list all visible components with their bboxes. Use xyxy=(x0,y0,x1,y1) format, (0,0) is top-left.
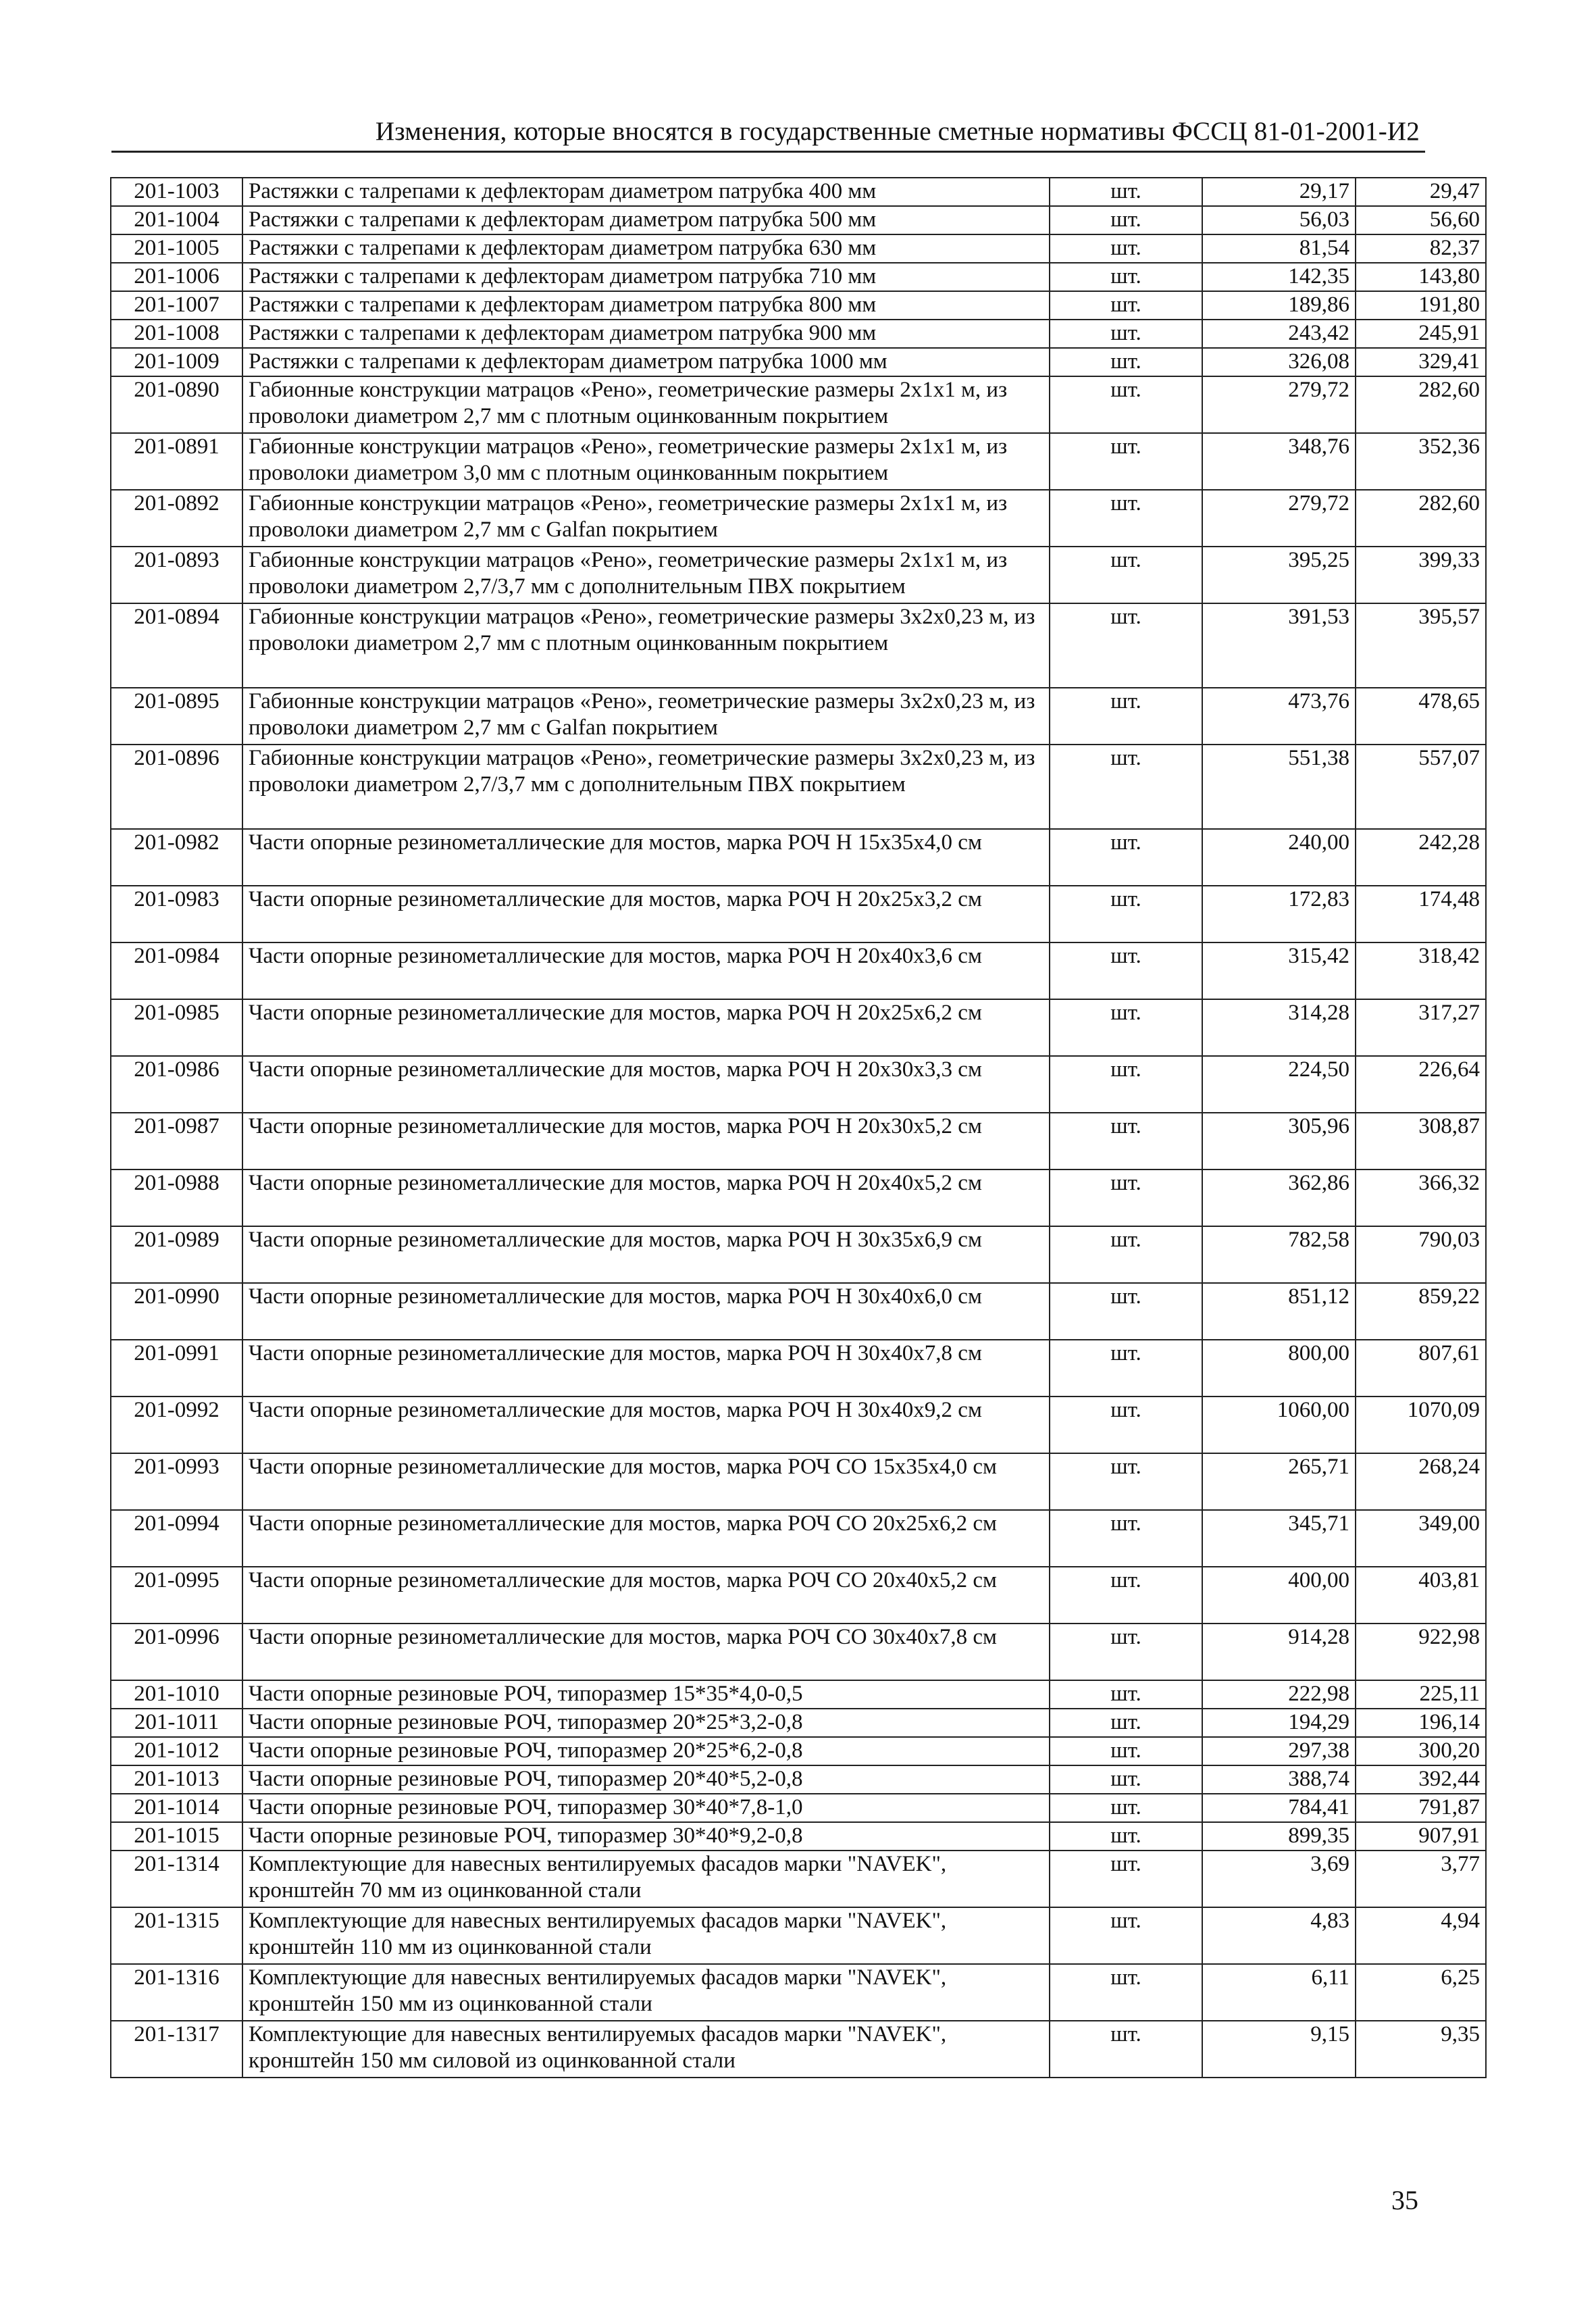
row-price-new: 6,25 xyxy=(1356,1964,1486,2021)
table-row xyxy=(111,2021,1486,2078)
row-unit: шт. xyxy=(1050,1340,1202,1397)
row-unit: шт. xyxy=(1050,999,1202,1056)
row-code: 201-0982 xyxy=(111,829,242,886)
row-price-new: 245,91 xyxy=(1356,320,1486,348)
row-code: 201-0896 xyxy=(111,745,242,829)
row-price-old: 1060,00 xyxy=(1202,1397,1356,1453)
row-name: Растяжки с талрепами к дефлекторам диаметром патрубка 710 мм xyxy=(242,263,1050,291)
row-code: 201-1004 xyxy=(111,206,242,234)
row-code: 201-1005 xyxy=(111,234,242,263)
row-code: 201-1315 xyxy=(111,1907,242,1964)
row-price-new: 922,98 xyxy=(1356,1624,1486,1680)
row-code: 201-0894 xyxy=(111,603,242,688)
row-price-new: 1070,09 xyxy=(1356,1397,1486,1453)
row-code: 201-0892 xyxy=(111,490,242,547)
row-unit: шт. xyxy=(1050,1510,1202,1567)
row-name: Части опорные резиновые РОЧ, типоразмер 30*40*9,2-0,8 xyxy=(242,1822,1050,1851)
table-row xyxy=(111,1680,1486,1709)
row-code: 201-1011 xyxy=(111,1709,242,1737)
table-row xyxy=(111,433,1486,490)
row-price-new: 557,07 xyxy=(1356,745,1486,829)
row-price-new: 196,14 xyxy=(1356,1709,1486,1737)
row-price-old: 240,00 xyxy=(1202,829,1356,886)
row-unit: шт. xyxy=(1050,2021,1202,2078)
row-price-new: 317,27 xyxy=(1356,999,1486,1056)
table-row xyxy=(111,1822,1486,1851)
table-row xyxy=(111,206,1486,234)
row-unit: шт. xyxy=(1050,1794,1202,1822)
row-price-old: 189,86 xyxy=(1202,291,1356,320)
row-unit: шт. xyxy=(1050,1113,1202,1169)
row-price-old: 305,96 xyxy=(1202,1113,1356,1169)
row-price-new: 478,65 xyxy=(1356,688,1486,745)
row-name: Габионные конструкции матрацов «Рено», геометрические размеры 2х1х1 м, из проволоки диаметром 3,0 мм с плотным оцинкованным покрытием xyxy=(242,433,1050,490)
row-price-new: 790,03 xyxy=(1356,1226,1486,1283)
row-name: Габионные конструкции матрацов «Рено», геометрические размеры 3х2х0,23 м, из проволоки диаметром 2,7 мм с плотным оцинкованным покрытием xyxy=(242,603,1050,688)
row-price-old: 851,12 xyxy=(1202,1283,1356,1340)
row-price-new: 392,44 xyxy=(1356,1765,1486,1794)
row-unit: шт. xyxy=(1050,942,1202,999)
row-code: 201-1008 xyxy=(111,320,242,348)
row-code: 201-0994 xyxy=(111,1510,242,1567)
row-name: Части опорные резинометаллические для мостов, марка РОЧ СО 15х35х4,0 см xyxy=(242,1453,1050,1510)
table-row xyxy=(111,1765,1486,1794)
row-price-new: 242,28 xyxy=(1356,829,1486,886)
row-name: Части опорные резинометаллические для мостов, марка РОЧ СО 30х40х7,8 см xyxy=(242,1624,1050,1680)
row-price-old: 362,86 xyxy=(1202,1169,1356,1226)
row-price-old: 784,41 xyxy=(1202,1794,1356,1822)
row-unit: шт. xyxy=(1050,1283,1202,1340)
row-price-new: 82,37 xyxy=(1356,234,1486,263)
row-code: 201-1314 xyxy=(111,1851,242,1907)
row-code: 201-1014 xyxy=(111,1794,242,1822)
row-price-new: 399,33 xyxy=(1356,547,1486,603)
row-name: Части опорные резинометаллические для мостов, марка РОЧ Н 30х40х7,8 см xyxy=(242,1340,1050,1397)
row-unit: шт. xyxy=(1050,1709,1202,1737)
table-row xyxy=(111,1113,1486,1169)
row-price-old: 395,25 xyxy=(1202,547,1356,603)
row-unit: шт. xyxy=(1050,1851,1202,1907)
row-code: 201-0988 xyxy=(111,1169,242,1226)
row-name: Комплектующие для навесных вентилируемых фасадов марки "NAVEK", кронштейн 70 мм из оцинкованной стали xyxy=(242,1851,1050,1907)
row-price-new: 282,60 xyxy=(1356,376,1486,433)
row-code: 201-0983 xyxy=(111,886,242,942)
row-code: 201-1006 xyxy=(111,263,242,291)
row-price-old: 345,71 xyxy=(1202,1510,1356,1567)
row-price-old: 172,83 xyxy=(1202,886,1356,942)
row-code: 201-1012 xyxy=(111,1737,242,1765)
row-code: 201-1009 xyxy=(111,348,242,376)
row-price-old: 314,28 xyxy=(1202,999,1356,1056)
row-name: Части опорные резиновые РОЧ, типоразмер 20*25*3,2-0,8 xyxy=(242,1709,1050,1737)
row-name: Комплектующие для навесных вентилируемых фасадов марки "NAVEK", кронштейн 150 мм силовой из оцинкованной стали xyxy=(242,2021,1050,2078)
table-row xyxy=(111,886,1486,942)
row-price-new: 225,11 xyxy=(1356,1680,1486,1709)
row-name: Части опорные резиновые РОЧ, типоразмер 20*25*6,2-0,8 xyxy=(242,1737,1050,1765)
row-price-new: 308,87 xyxy=(1356,1113,1486,1169)
row-price-old: 4,83 xyxy=(1202,1907,1356,1964)
row-unit: шт. xyxy=(1050,320,1202,348)
row-price-old: 400,00 xyxy=(1202,1567,1356,1624)
table-row xyxy=(111,1056,1486,1113)
row-unit: шт. xyxy=(1050,1056,1202,1113)
table-row xyxy=(111,1340,1486,1397)
row-code: 201-0995 xyxy=(111,1567,242,1624)
row-unit: шт. xyxy=(1050,348,1202,376)
row-name: Растяжки с талрепами к дефлекторам диаметром патрубка 400 мм xyxy=(242,178,1050,206)
row-name: Части опорные резиновые РОЧ, типоразмер 30*40*7,8-1,0 xyxy=(242,1794,1050,1822)
row-price-new: 403,81 xyxy=(1356,1567,1486,1624)
row-price-old: 81,54 xyxy=(1202,234,1356,263)
row-price-old: 279,72 xyxy=(1202,490,1356,547)
row-price-new: 907,91 xyxy=(1356,1822,1486,1851)
row-name: Растяжки с талрепами к дефлекторам диаметром патрубка 900 мм xyxy=(242,320,1050,348)
row-name: Растяжки с талрепами к дефлекторам диаметром патрубка 800 мм xyxy=(242,291,1050,320)
table-row xyxy=(111,1283,1486,1340)
row-price-old: 473,76 xyxy=(1202,688,1356,745)
row-price-new: 395,57 xyxy=(1356,603,1486,688)
table-row xyxy=(111,291,1486,320)
row-price-old: 391,53 xyxy=(1202,603,1356,688)
table-row xyxy=(111,1453,1486,1510)
row-name: Части опорные резинометаллические для мостов, марка РОЧ Н 20х30х5,2 см xyxy=(242,1113,1050,1169)
row-price-old: 315,42 xyxy=(1202,942,1356,999)
row-code: 201-0985 xyxy=(111,999,242,1056)
row-unit: шт. xyxy=(1050,1964,1202,2021)
row-name: Части опорные резинометаллические для мостов, марка РОЧ Н 20х25х6,2 см xyxy=(242,999,1050,1056)
row-unit: шт. xyxy=(1050,1907,1202,1964)
page-number: 35 xyxy=(1391,2185,1418,2215)
row-unit: шт. xyxy=(1050,1453,1202,1510)
row-price-old: 243,42 xyxy=(1202,320,1356,348)
row-unit: шт. xyxy=(1050,178,1202,206)
row-price-new: 191,80 xyxy=(1356,291,1486,320)
row-price-new: 366,32 xyxy=(1356,1169,1486,1226)
row-price-new: 56,60 xyxy=(1356,206,1486,234)
table-row xyxy=(111,1851,1486,1907)
table-row xyxy=(111,829,1486,886)
row-price-old: 3,69 xyxy=(1202,1851,1356,1907)
row-price-new: 859,22 xyxy=(1356,1283,1486,1340)
row-name: Части опорные резинометаллические для мостов, марка РОЧ Н 30х40х6,0 см xyxy=(242,1283,1050,1340)
row-price-old: 194,29 xyxy=(1202,1709,1356,1737)
row-unit: шт. xyxy=(1050,603,1202,688)
row-code: 201-0986 xyxy=(111,1056,242,1113)
row-code: 201-0996 xyxy=(111,1624,242,1680)
row-name: Части опорные резиновые РОЧ, типоразмер 20*40*5,2-0,8 xyxy=(242,1765,1050,1794)
row-code: 201-0891 xyxy=(111,433,242,490)
table-row xyxy=(111,1624,1486,1680)
row-name: Части опорные резинометаллические для мостов, марка РОЧ СО 20х25х6,2 см xyxy=(242,1510,1050,1567)
row-name: Габионные конструкции матрацов «Рено», геометрические размеры 2х1х1 м, из проволоки диаметром 2,7 мм с плотным оцинкованным покрытием xyxy=(242,376,1050,433)
row-price-new: 226,64 xyxy=(1356,1056,1486,1113)
row-code: 201-0990 xyxy=(111,1283,242,1340)
row-code: 201-0893 xyxy=(111,547,242,603)
row-name: Части опорные резинометаллические для мостов, марка РОЧ Н 20х40х5,2 см xyxy=(242,1169,1050,1226)
row-name: Комплектующие для навесных вентилируемых фасадов марки "NAVEK", кронштейн 110 мм из оцинкованной стали xyxy=(242,1907,1050,1964)
row-code: 201-0987 xyxy=(111,1113,242,1169)
row-unit: шт. xyxy=(1050,1737,1202,1765)
row-code: 201-1010 xyxy=(111,1680,242,1709)
row-price-new: 300,20 xyxy=(1356,1737,1486,1765)
row-price-new: 318,42 xyxy=(1356,942,1486,999)
row-code: 201-1316 xyxy=(111,1964,242,2021)
row-unit: шт. xyxy=(1050,206,1202,234)
table-row xyxy=(111,547,1486,603)
row-unit: шт. xyxy=(1050,1397,1202,1453)
row-price-new: 4,94 xyxy=(1356,1907,1486,1964)
row-unit: шт. xyxy=(1050,291,1202,320)
row-price-old: 800,00 xyxy=(1202,1340,1356,1397)
row-price-old: 388,74 xyxy=(1202,1765,1356,1794)
row-name: Габионные конструкции матрацов «Рено», геометрические размеры 2х1х1 м, из проволоки диаметром 2,7/3,7 мм с дополнительным ПВХ покрытием xyxy=(242,547,1050,603)
table-row xyxy=(111,1709,1486,1737)
table-row xyxy=(111,1169,1486,1226)
row-price-old: 326,08 xyxy=(1202,348,1356,376)
row-price-new: 349,00 xyxy=(1356,1510,1486,1567)
row-code: 201-1003 xyxy=(111,178,242,206)
row-price-old: 297,38 xyxy=(1202,1737,1356,1765)
row-name: Части опорные резиновые РОЧ, типоразмер 15*35*4,0-0,5 xyxy=(242,1680,1050,1709)
row-unit: шт. xyxy=(1050,433,1202,490)
row-name: Части опорные резинометаллические для мостов, марка РОЧ Н 30х40х9,2 см xyxy=(242,1397,1050,1453)
row-code: 201-0992 xyxy=(111,1397,242,1453)
row-code: 201-1317 xyxy=(111,2021,242,2078)
row-price-new: 268,24 xyxy=(1356,1453,1486,1510)
row-unit: шт. xyxy=(1050,547,1202,603)
row-unit: шт. xyxy=(1050,263,1202,291)
row-name: Части опорные резинометаллические для мостов, марка РОЧ Н 15х35х4,0 см xyxy=(242,829,1050,886)
row-name: Части опорные резинометаллические для мостов, марка РОЧ Н 20х40х3,6 см xyxy=(242,942,1050,999)
table-row xyxy=(111,1397,1486,1453)
table-row xyxy=(111,1226,1486,1283)
row-name: Растяжки с талрепами к дефлекторам диаметром патрубка 1000 мм xyxy=(242,348,1050,376)
row-name: Габионные конструкции матрацов «Рено», геометрические размеры 3х2х0,23 м, из проволоки диаметром 2,7 мм с Galfan покрытием xyxy=(242,688,1050,745)
row-code: 201-1007 xyxy=(111,291,242,320)
table-row xyxy=(111,1964,1486,2021)
row-unit: шт. xyxy=(1050,234,1202,263)
row-name: Растяжки с талрепами к дефлекторам диаметром патрубка 500 мм xyxy=(242,206,1050,234)
row-price-new: 174,48 xyxy=(1356,886,1486,942)
row-unit: шт. xyxy=(1050,1169,1202,1226)
row-price-new: 329,41 xyxy=(1356,348,1486,376)
row-price-new: 3,77 xyxy=(1356,1851,1486,1907)
row-price-old: 9,15 xyxy=(1202,2021,1356,2078)
row-code: 201-0991 xyxy=(111,1340,242,1397)
table-row xyxy=(111,1737,1486,1765)
row-price-old: 222,98 xyxy=(1202,1680,1356,1709)
row-unit: шт. xyxy=(1050,1765,1202,1794)
row-unit: шт. xyxy=(1050,745,1202,829)
table-row xyxy=(111,1510,1486,1567)
row-name: Растяжки с талрепами к дефлекторам диаметром патрубка 630 мм xyxy=(242,234,1050,263)
row-name: Габионные конструкции матрацов «Рено», геометрические размеры 3х2х0,23 м, из проволоки диаметром 2,7/3,7 мм с дополнительным ПВХ покрытием xyxy=(242,745,1050,829)
price-table-body xyxy=(111,178,1486,2078)
row-price-old: 551,38 xyxy=(1202,745,1356,829)
row-unit: шт. xyxy=(1050,1822,1202,1851)
row-price-old: 224,50 xyxy=(1202,1056,1356,1113)
table-row xyxy=(111,745,1486,829)
table-row xyxy=(111,348,1486,376)
row-name: Части опорные резинометаллические для мостов, марка РОЧ Н 20х25х3,2 см xyxy=(242,886,1050,942)
row-code: 201-1013 xyxy=(111,1765,242,1794)
row-name: Части опорные резинометаллические для мостов, марка РОЧ Н 20х30х3,3 см xyxy=(242,1056,1050,1113)
row-unit: шт. xyxy=(1050,376,1202,433)
row-code: 201-0895 xyxy=(111,688,242,745)
table-row xyxy=(111,320,1486,348)
table-row xyxy=(111,999,1486,1056)
row-code: 201-0989 xyxy=(111,1226,242,1283)
row-name: Части опорные резинометаллические для мостов, марка РОЧ Н 30х35х6,9 см xyxy=(242,1226,1050,1283)
row-name: Комплектующие для навесных вентилируемых фасадов марки "NAVEK", кронштейн 150 мм из оцинкованной стали xyxy=(242,1964,1050,2021)
table-row xyxy=(111,234,1486,263)
row-price-new: 29,47 xyxy=(1356,178,1486,206)
row-code: 201-1015 xyxy=(111,1822,242,1851)
row-price-old: 279,72 xyxy=(1202,376,1356,433)
row-unit: шт. xyxy=(1050,1624,1202,1680)
table-row xyxy=(111,178,1486,206)
row-price-new: 143,80 xyxy=(1356,263,1486,291)
row-price-new: 352,36 xyxy=(1356,433,1486,490)
price-table xyxy=(110,177,1487,2078)
row-price-new: 282,60 xyxy=(1356,490,1486,547)
row-unit: шт. xyxy=(1050,886,1202,942)
table-row xyxy=(111,1567,1486,1624)
table-row xyxy=(111,688,1486,745)
row-price-new: 807,61 xyxy=(1356,1340,1486,1397)
row-name: Габионные конструкции матрацов «Рено», геометрические размеры 2х1х1 м, из проволоки диаметром 2,7 мм с Galfan покрытием xyxy=(242,490,1050,547)
table-row xyxy=(111,263,1486,291)
header-title: Изменения, которые вносятся в государственные сметные нормативы ФССЦ 81-01-2001-И2 xyxy=(375,117,1420,146)
row-price-old: 29,17 xyxy=(1202,178,1356,206)
table-row xyxy=(111,1907,1486,1964)
row-price-old: 56,03 xyxy=(1202,206,1356,234)
row-unit: шт. xyxy=(1050,1567,1202,1624)
row-price-new: 9,35 xyxy=(1356,2021,1486,2078)
row-price-old: 142,35 xyxy=(1202,263,1356,291)
row-unit: шт. xyxy=(1050,490,1202,547)
row-price-old: 265,71 xyxy=(1202,1453,1356,1510)
row-unit: шт. xyxy=(1050,688,1202,745)
table-row xyxy=(111,603,1486,688)
table-row xyxy=(111,1794,1486,1822)
row-price-old: 6,11 xyxy=(1202,1964,1356,2021)
row-price-new: 791,87 xyxy=(1356,1794,1486,1822)
row-code: 201-0890 xyxy=(111,376,242,433)
row-name: Части опорные резинометаллические для мостов, марка РОЧ СО 20х40х5,2 см xyxy=(242,1567,1050,1624)
row-code: 201-0993 xyxy=(111,1453,242,1510)
table-row xyxy=(111,942,1486,999)
row-unit: шт. xyxy=(1050,1226,1202,1283)
row-unit: шт. xyxy=(1050,829,1202,886)
table-row xyxy=(111,376,1486,433)
row-price-old: 899,35 xyxy=(1202,1822,1356,1851)
row-price-old: 914,28 xyxy=(1202,1624,1356,1680)
row-unit: шт. xyxy=(1050,1680,1202,1709)
row-code: 201-0984 xyxy=(111,942,242,999)
table-row xyxy=(111,490,1486,547)
page-header xyxy=(111,111,1425,153)
row-price-old: 782,58 xyxy=(1202,1226,1356,1283)
row-price-old: 348,76 xyxy=(1202,433,1356,490)
